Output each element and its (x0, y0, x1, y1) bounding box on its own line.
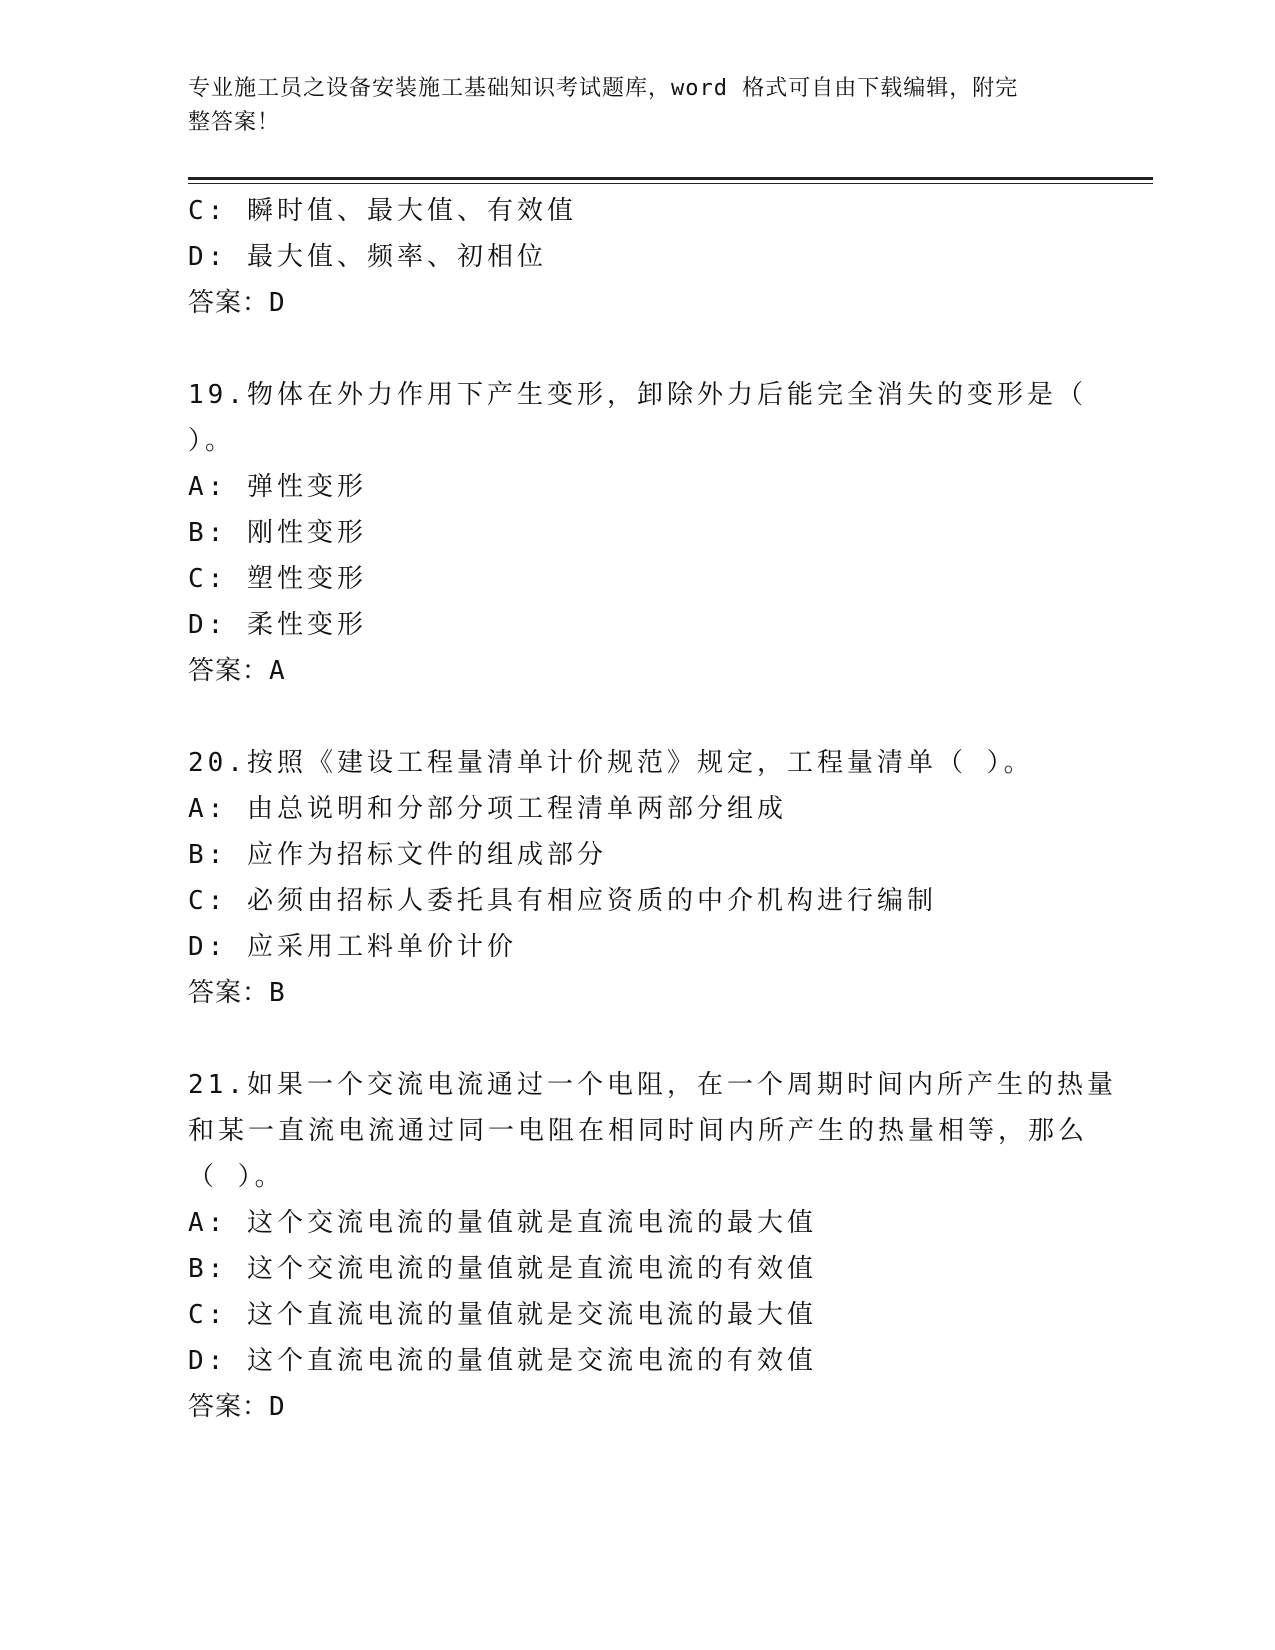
option-c: C: 必须由招标人委托具有相应资质的中介机构进行编制 (188, 886, 937, 916)
question-list (188, 188, 1117, 1430)
question-19 (188, 372, 1088, 694)
spacer (188, 1016, 1088, 1062)
option-d: D: 应采用工料单价计价 (188, 932, 517, 962)
question-20 (188, 740, 1088, 1016)
option-a: A: 这个交流电流的量值就是直流电流的最大值 (188, 1208, 817, 1238)
question-stem-line-2: ）。 (188, 426, 236, 456)
option-a: A: 由总说明和分部分项工程清单两部分组成 (188, 794, 787, 824)
header-divider-thin (188, 183, 1153, 184)
answer: 答案：D (188, 1392, 286, 1422)
spacer (188, 694, 1088, 740)
spacer (188, 326, 1088, 372)
header-line-2: 整答案！ (188, 110, 281, 135)
question-21 (188, 1062, 1117, 1430)
answer: 答案：A (188, 656, 286, 686)
question-stem-line-1: 19.物体在外力作用下产生变形，卸除外力后能完全消失的变形是（ (188, 380, 1087, 410)
option-a: A: 弹性变形 (188, 472, 367, 502)
header-line-1: 专业施工员之设备安装施工基础知识考试题库，word 格式可自由下载编辑，附完 (188, 76, 1019, 101)
answer: 答案：D (188, 288, 286, 318)
option-c: C: 瞬时值、最大值、有效值 (188, 196, 577, 226)
question-stem-line-1: 20.按照《建设工程量清单计价规范》规定，工程量清单（ ）。 (188, 748, 1034, 778)
option-d: D: 最大值、频率、初相位 (188, 242, 547, 272)
option-c: C: 塑性变形 (188, 564, 367, 594)
option-b: B: 刚性变形 (188, 518, 367, 548)
option-d: D: 这个直流电流的量值就是交流电流的有效值 (188, 1346, 817, 1376)
question-stem-line-2: 和某一直流电流通过同一电阻在相同时间内所产生的热量相等，那么 (188, 1116, 1089, 1146)
header-divider-thick (188, 177, 1153, 180)
option-b: B: 这个交流电流的量值就是直流电流的有效值 (188, 1254, 817, 1284)
question-stem-line-3: （ ）。 (188, 1162, 285, 1192)
option-b: B: 应作为招标文件的组成部分 (188, 840, 607, 870)
document-header (188, 72, 1068, 140)
question-stem-line-1: 21.如果一个交流电流通过一个电阻，在一个周期时间内所产生的热量 (188, 1070, 1117, 1100)
option-c: C: 这个直流电流的量值就是交流电流的最大值 (188, 1300, 817, 1330)
answer: 答案：B (188, 978, 286, 1008)
option-d: D: 柔性变形 (188, 610, 367, 640)
question-18 (188, 188, 1088, 326)
